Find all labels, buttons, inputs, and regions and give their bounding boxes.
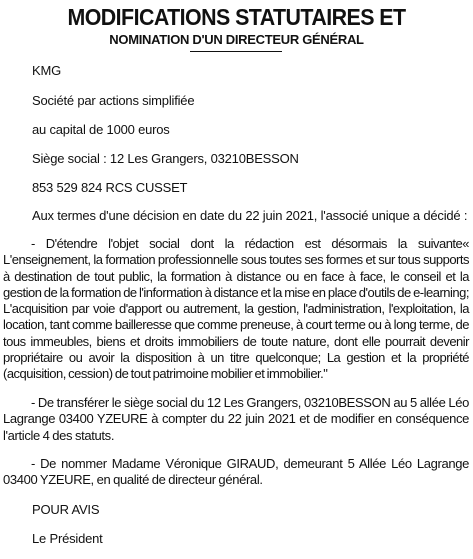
decision-object-paragraph: - D'étendre l'objet social dont la rédaction est désormais la suivante« L'enseignement, la formation professionnelle sous toutes ses formes et sur tous supports à destination de tout public, la formation à distance ou en face à face, le conseil et la gestion de la formation de l'information à distance et la mise en place d'outils de e-learning; L'acquisition par voie d'apport ou autrement, la gestion, l'administration, l'exploitation, la location, tant comme bailleresse que comme preneuse, à court terme ou à long terme, de tous immeubles, biens et droits immobiliers de toute nature, dont elle pourrait devenir propriétaire ou avoir la disposition à un titre quelconque; La gestion et la propriété (acquisition, cession) de tout patrimoine mobilier et immobilier." [3, 236, 469, 382]
company-capital: au capital de 1000 euros [32, 122, 170, 137]
decision-appointment-paragraph: - De nommer Madame Véronique GIRAUD, demeurant 5 Allée Léo Lagrange 03400 YZEURE, en qualité de directeur général. [3, 456, 469, 488]
company-rcs: 853 529 824 RCS CUSSET [32, 180, 188, 195]
company-name: KMG [32, 63, 62, 78]
closing-text: POUR AVIS [32, 502, 100, 517]
notice-subtitle: NOMINATION D'UN DIRECTEUR GÉNÉRAL [109, 32, 364, 47]
company-seat: Siège social : 12 Les Grangers, 03210BESSON [32, 151, 299, 166]
title-divider [190, 51, 282, 52]
company-form: Société par actions simplifiée [32, 93, 195, 108]
decision-intro: Aux termes d'une décision en date du 22 juin 2021, l'associé unique a décidé : [32, 208, 468, 223]
decision-transfer-paragraph: - De transférer le siège social du 12 Les Grangers, 03210BESSON au 5 allée Léo Lagrange 03400 YZEURE à compter du 22 juin 2021 et de modifier en conséquence l'article 4 des statuts. [3, 395, 469, 443]
notice-title: MODIFICATIONS STATUTAIRES ET [67, 4, 406, 30]
signature-text: Le Président [32, 531, 103, 546]
